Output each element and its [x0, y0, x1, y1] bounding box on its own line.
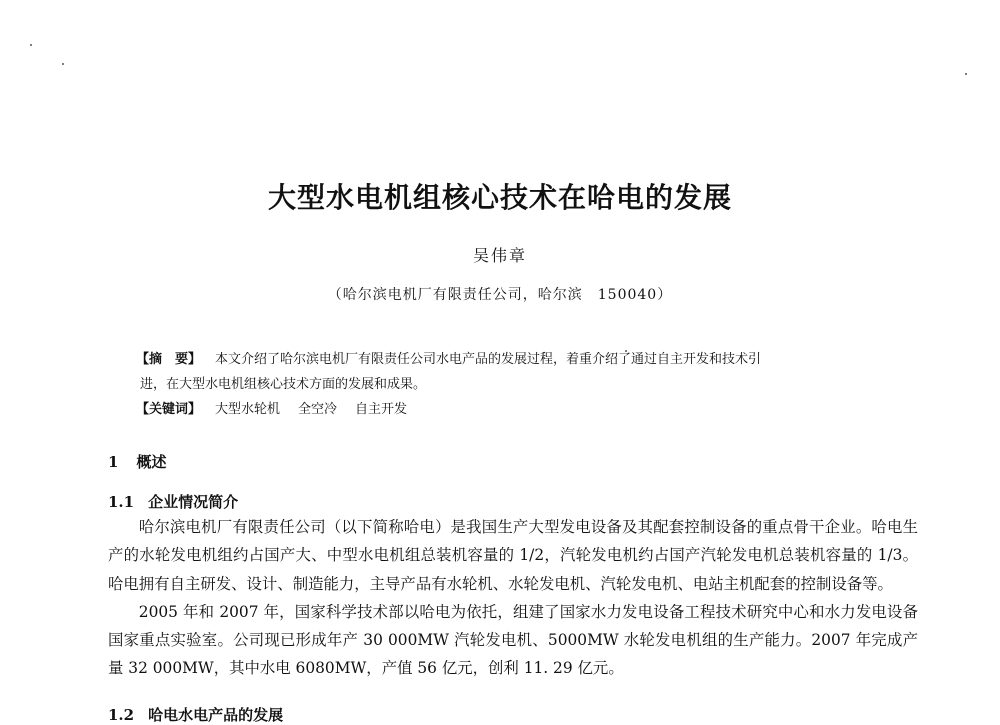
scan-speck — [965, 73, 967, 75]
abstract-text-line2: 进，在大型水电机组核心技术方面的发展和成果。 — [140, 377, 427, 392]
section-number: 1 — [108, 453, 119, 471]
author-affiliation: （哈尔滨电机厂有限责任公司，哈尔滨 150040） — [327, 287, 673, 303]
author-name: 吴伟章 — [472, 246, 527, 265]
scan-speck — [62, 63, 64, 65]
section-title: 企业情况简介 — [148, 493, 239, 511]
section-heading-1-1 — [108, 491, 238, 512]
section-title: 概述 — [136, 453, 167, 471]
paper-title: 大型水电机组核心技术在哈电的发展 — [267, 181, 732, 214]
keyword-item: 大型水轮机 — [215, 402, 281, 417]
scan-speck — [30, 44, 32, 46]
abstract-text-line1: 本文介绍了哈尔滨电机厂有限责任公司水电产品的发展过程，着重介绍了通过自主开发和技术引 — [215, 352, 762, 367]
keywords-label: 【关键词】 — [136, 402, 202, 417]
keyword-item: 自主开发 — [355, 402, 408, 417]
section-number: 1.2 — [108, 706, 135, 724]
section-title: 哈电水电产品的发展 — [148, 706, 284, 724]
section-heading-1-2 — [108, 704, 283, 725]
section-heading-1 — [108, 451, 166, 472]
paragraph: 哈尔滨电机厂有限责任公司（以下简称哈电）是我国生产大型发电设备及其配套控制设备的重点骨干企业。哈电生产的水轮发电机组约占国产大、中型水电机组总装机容量的 1/2，汽轮发电机约占国产汽轮发电机总装机容量的 1/3。哈电拥有自主研发、设计、制造能力，主导产品有水轮机、水轮发电机、汽轮发电机、电站主机配套的控制设备等。 — [108, 518, 918, 593]
keywords — [136, 397, 896, 422]
abstract-block — [136, 347, 896, 422]
body-text — [108, 513, 918, 683]
keyword-item: 全空冷 — [298, 402, 338, 417]
paragraph: 2005 年和 2007 年，国家科学技术部以哈电为依托，组建了国家水力发电设备工程技术研究中心和水力发电设备国家重点实验室。公司现已形成年产 30 000MW 汽轮发电机、5000MW 水轮发电机组的生产能力。2007 年完成产量 32 000MW，其中水电 6080MW，产值 56 亿元，创利 11. 29 亿元。 — [108, 602, 918, 678]
abstract-label: 【摘 要】 — [136, 352, 202, 367]
section-number: 1.1 — [108, 493, 135, 511]
abstract — [136, 347, 896, 397]
